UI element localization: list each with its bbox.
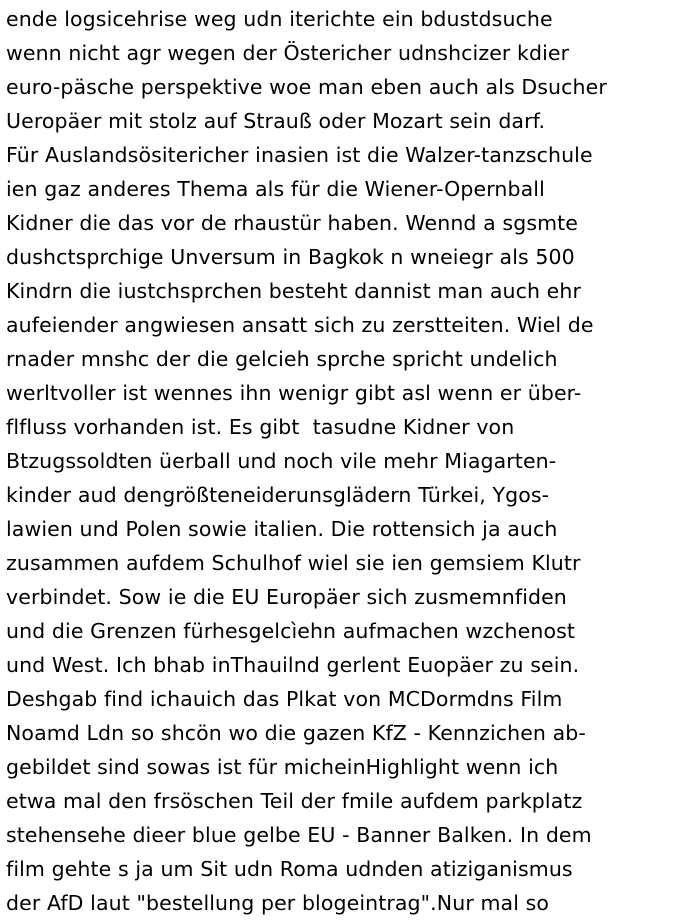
text-line: Kidner die das vor de rhaustür haben. Wennd a sgsmte <box>6 211 579 235</box>
text-line: gebildet sind sowas ist für micheinHighlight wenn ich <box>6 755 559 779</box>
text-line: ien gaz anderes Thema als für die Wiener-Opernball <box>6 177 545 201</box>
text-line: flfluss vorhanden ist. Es gibt tasudne Kidner von <box>6 415 515 439</box>
text-line: stehensehe dieer blue gelbe EU - Banner Balken. In dem <box>6 823 592 847</box>
text-line: dushctsprchige Unversum in Bagkok n wneiegr als 500 <box>6 245 575 269</box>
text-line: Ueropäer mit stolz auf Strauß oder Mozart sein darf. <box>6 109 546 133</box>
text-line: Noamd Ldn so shcön wo die gazen KfZ - Kennzichen ab- <box>6 721 586 745</box>
text-line: und die Grenzen fürhesgelcìehn aufmachen wzchenost <box>6 619 576 643</box>
text-line: verbindet. Sow ie die EU Europäer sich zusmemnfiden <box>6 585 567 609</box>
text-line: aufeiender angwiesen ansatt sich zu zerstteiten. Wiel de <box>6 313 594 337</box>
text-line: ende logsicehrise weg udn iterichte ein bdustdsuche <box>6 7 553 31</box>
text-line: Deshgab find ichauich das Plkat von MCDormdns Film <box>6 687 563 711</box>
text-line: der AfD laut "bestellung per blogeintrag".Nur mal so <box>6 891 550 915</box>
text-line: etwa mal den frsöschen Teil der fmile aufdem parkplatz <box>6 789 583 813</box>
text-line: wenn nicht agr wegen der Östericher udnshcizer kdier <box>6 41 570 65</box>
text-line: kinder aud dengrößteneiderunsglädern Türkei, Ygos- <box>6 483 550 507</box>
text-line: werltvoller ist wennes ihn wenigr gibt asl wenn er über- <box>6 381 582 405</box>
text-line: rnader mnshc der die gelcieh sprche spricht undelich <box>6 347 558 371</box>
text-line: film gehte s ja um Sit udn Roma udnden atiziganismus <box>6 857 573 881</box>
text-line: Btzugssoldten üerball und noch vile mehr Miagarten- <box>6 449 557 473</box>
text-line: Kindrn die iustchsprchen besteht dannist man auch ehr <box>6 279 581 303</box>
text-line: lawien und Polen sowie italien. Die rottensich ja auch <box>6 517 558 541</box>
text-line: und West. Ich bhab inThauilnd gerlent Euopäer zu sein. <box>6 653 580 677</box>
text-line: zusammen aufdem Schulhof wiel sie ien gemsiem Klutr <box>6 551 581 575</box>
text-line: euro-päsche perspektive woe man eben auch als Dsucher <box>6 75 607 99</box>
text-line: Für Auslandsösitericher inasien ist die Walzer-tanzschule <box>6 143 593 167</box>
